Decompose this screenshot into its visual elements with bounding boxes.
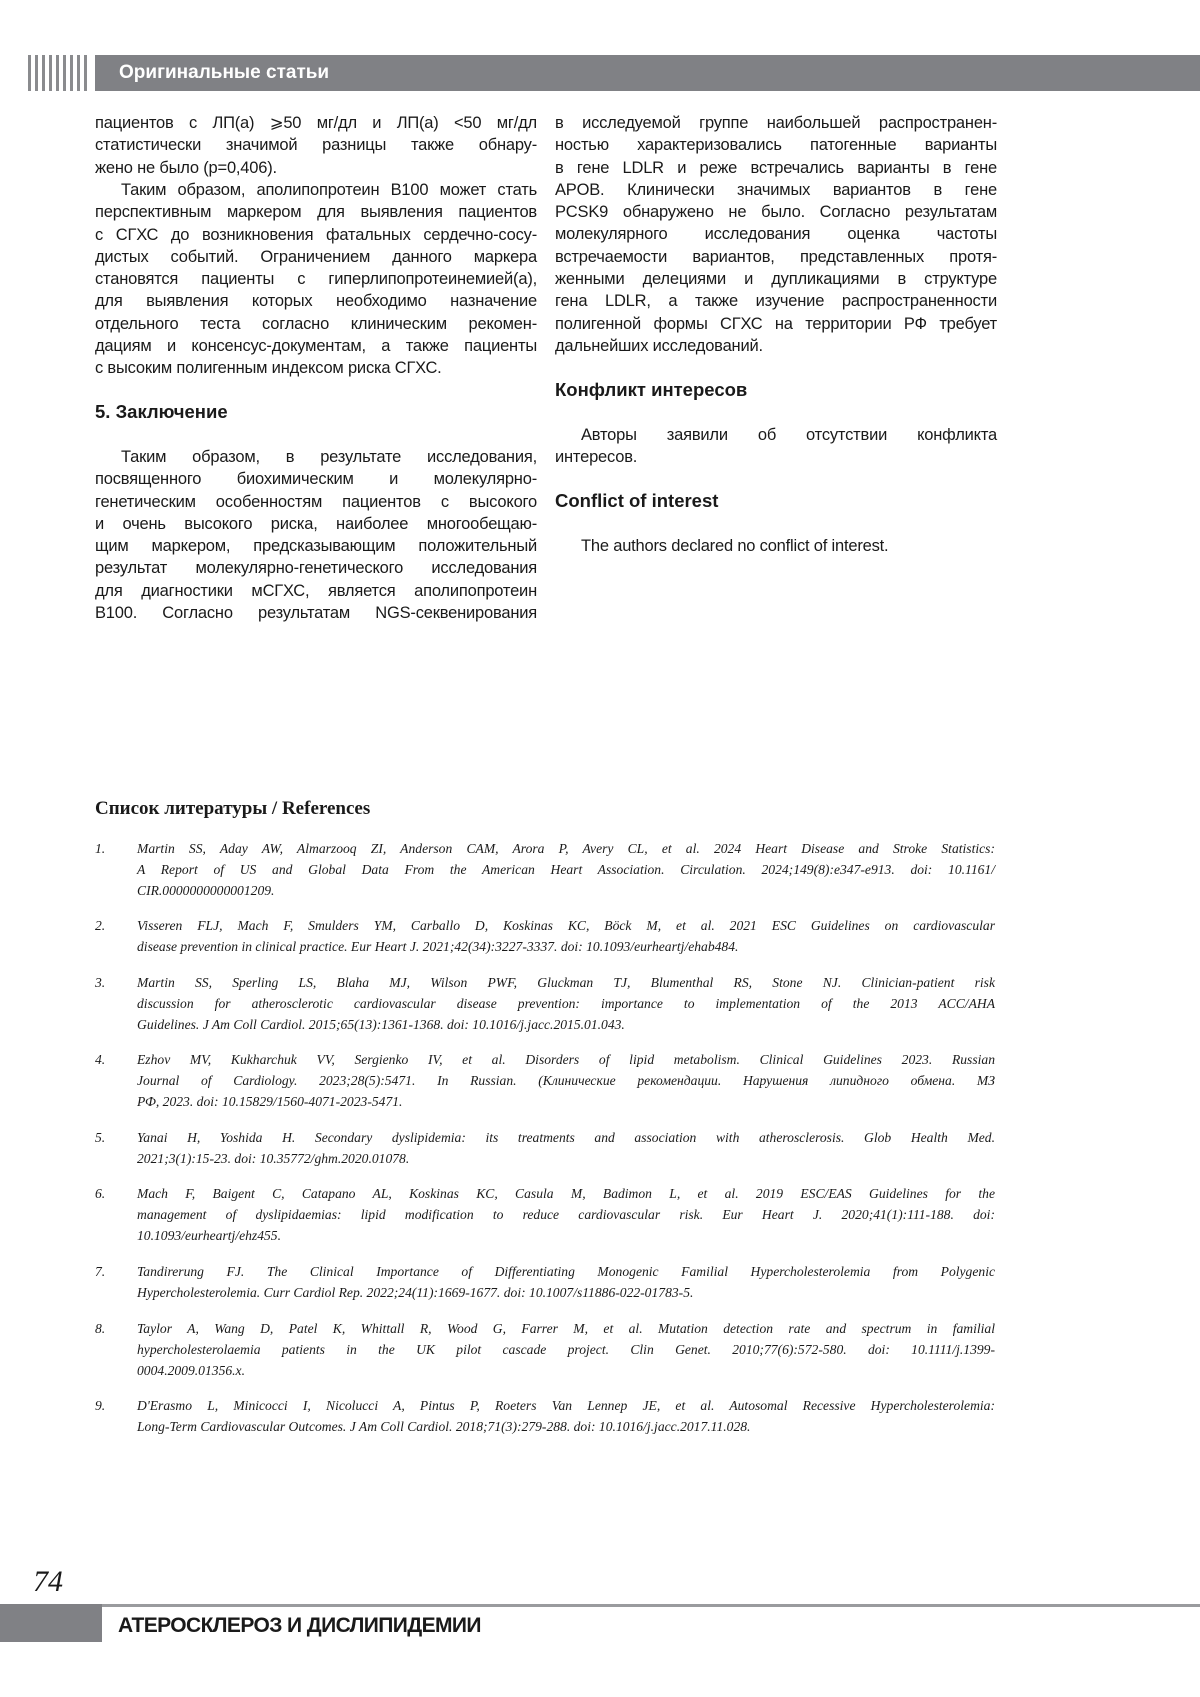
- references-title: Список литературы / References: [95, 797, 370, 821]
- reference-number: 4.: [95, 1049, 105, 1070]
- reference-number: 9.: [95, 1395, 105, 1416]
- text-line: пациентов с ЛП(а) ⩾50 мг/дл и ЛП(а) <50 мг/дл: [95, 112, 537, 134]
- conflict-en-heading: Conflict of interest: [555, 489, 718, 513]
- reference-line: Journal of Cardiology. 2023;28(5):5471. In Russian. (Клинические рекомендации. Нарушения липидного обмена. МЗ: [137, 1070, 995, 1091]
- text-line: Таким образом, аполипопротеин B100 может стать: [95, 179, 537, 201]
- text-line: посвященного биохимическим и молекулярно-: [95, 468, 537, 490]
- text-line: результат молекулярно-генетического исследования: [95, 557, 537, 579]
- reference-line: 10.1093/eurheartj/ehz455.: [137, 1225, 995, 1246]
- left-para-2: [95, 179, 537, 380]
- text-line: ностью характеризовались патогенные варианты: [555, 134, 997, 156]
- text-line: гена LDLR, а также изучение распространенности: [555, 290, 997, 312]
- reference-line: CIR.0000000000001209.: [137, 880, 995, 901]
- text-line: дациям и консенсус-документам, а также пациенты: [95, 335, 537, 357]
- text-line: дальнейших исследований.: [555, 335, 997, 357]
- reference-number: 5.: [95, 1127, 105, 1148]
- text-line: встречаемости вариантов, представленных протя-: [555, 246, 997, 268]
- text-line: и очень высокого риска, наиболее многообещаю-: [95, 513, 537, 535]
- text-line: перспективным маркером для выявления пациентов: [95, 201, 537, 223]
- text-line: с СГХС до возникновения фатальных сердечно-сосу-: [95, 224, 537, 246]
- reference-text: [137, 972, 995, 1035]
- right-para-1: [555, 112, 997, 357]
- reference-line: discussion for atherosclerotic cardiovascular disease prevention: importance to implementation of the 2013 ACC/AHA: [137, 993, 995, 1014]
- text-line: в исследуемой группе наибольшей распространен-: [555, 112, 997, 134]
- reference-number: 6.: [95, 1183, 105, 1204]
- reference-line: 2021;3(1):15-23. doi: 10.35772/ghm.2020.01078.: [137, 1148, 995, 1169]
- reference-item: [95, 1127, 995, 1169]
- reference-number: 2.: [95, 915, 105, 936]
- reference-number: 1.: [95, 838, 105, 859]
- reference-line: Hypercholesterolemia. Curr Cardiol Rep. 2022;24(11):1669-1677. doi: 10.1007/s11886-022-01783-5.: [137, 1282, 995, 1303]
- text-line: Авторы заявили об отсутствии конфликта: [555, 424, 997, 446]
- reference-line: Ezhov MV, Kukharchuk VV, Sergienko IV, et al. Disorders of lipid metabolism. Clinical Guidelines 2023. Russian: [137, 1049, 995, 1070]
- text-line: для выявления которых необходимо назначение: [95, 290, 537, 312]
- reference-line: Taylor A, Wang D, Patel K, Whittall R, Wood G, Farrer M, et al. Mutation detection rate and spectrum in familial: [137, 1318, 995, 1339]
- left-para-1: [95, 112, 537, 179]
- reference-number: 7.: [95, 1261, 105, 1282]
- text-line: для диагностики мСГХС, является аполипопротеин: [95, 580, 537, 602]
- reference-line: hypercholesterolaemia patients in the UK pilot cascade project. Clin Genet. 2010;77(6):572-580. doi: 10.1111/j.1399-: [137, 1339, 995, 1360]
- reference-line: Long-Term Cardiovascular Outcomes. J Am Coll Cardiol. 2018;71(3):279-288. doi: 10.1016/j.jacc.2017.11.028.: [137, 1416, 995, 1437]
- section-header: Оригинальные статьи: [95, 55, 1200, 91]
- reference-line: 0004.2009.01356.x.: [137, 1360, 995, 1381]
- reference-item: [95, 1318, 995, 1381]
- reference-line: A Report of US and Global Data From the American Heart Association. Circulation. 2024;149(8):e347-e913. doi: 10.1161/: [137, 859, 995, 880]
- reference-line: Guidelines. J Am Coll Cardiol. 2015;65(13):1361-1368. doi: 10.1016/j.jacc.2015.01.043.: [137, 1014, 995, 1035]
- conflict-ru-heading: Конфликт интересов: [555, 378, 747, 402]
- reference-item: [95, 915, 995, 957]
- text-line: B100. Согласно результатам NGS-секвенирования: [95, 602, 537, 624]
- reference-line: Mach F, Baigent C, Catapano AL, Koskinas KC, Casula M, Badimon L, et al. 2019 ESC/EAS Guidelines for the: [137, 1183, 995, 1204]
- reference-text: [137, 1127, 995, 1169]
- text-line: APOB. Клинически значимых вариантов в гене: [555, 179, 997, 201]
- reference-line: D'Erasmo L, Minicocci I, Nicolucci A, Pintus P, Roeters Van Lennep JE, et al. Autosomal Recessive Hypercholesterolemia:: [137, 1395, 995, 1416]
- page-number: 74: [33, 1565, 63, 1599]
- text-line: Таким образом, в результате исследования,: [95, 446, 537, 468]
- reference-number: 3.: [95, 972, 105, 993]
- conclusion-heading: 5. Заключение: [95, 400, 228, 424]
- reference-item: [95, 1261, 995, 1303]
- header-stripes: [28, 55, 90, 91]
- text-line: генетическим особенностям пациентов с высокого: [95, 491, 537, 513]
- reference-line: Visseren FLJ, Mach F, Smulders YM, Carballo D, Koskinas KC, Bӧck M, et al. 2021 ESC Guidelines on cardiovascular: [137, 915, 995, 936]
- reference-line: management of dyslipidaemias: lipid modification to reduce cardiovascular risk. Eur Heart J. 2020;41(1):111-188. doi:: [137, 1204, 995, 1225]
- conflict-en-text: The authors declared no conflict of interest.: [555, 535, 997, 557]
- reference-item: [95, 1049, 995, 1112]
- text-line: PCSK9 обнаружено не было. Согласно результатам: [555, 201, 997, 223]
- text-line: статистически значимой разницы также обнару-: [95, 134, 537, 156]
- reference-text: [137, 1049, 995, 1112]
- text-line: жено не было (p=0,406).: [95, 157, 537, 179]
- text-line: становятся пациенты с гиперлипопротеинемией(а),: [95, 268, 537, 290]
- text-line: в гене LDLR и реже встречались варианты в гене: [555, 157, 997, 179]
- reference-text: [137, 915, 995, 957]
- reference-item: [95, 1395, 995, 1437]
- reference-text: [137, 838, 995, 901]
- reference-line: Martin SS, Sperling LS, Blaha MJ, Wilson PWF, Gluckman TJ, Blumenthal RS, Stone NJ. Clinician-patient risk: [137, 972, 995, 993]
- left-para-3: [95, 446, 537, 624]
- reference-line: Yanai H, Yoshida H. Secondary dyslipidemia: its treatments and association with atherosclerosis. Glob Health Med.: [137, 1127, 995, 1148]
- reference-item: [95, 972, 995, 1035]
- text-line: с высоким полигенным индексом риска СГХС.: [95, 357, 537, 379]
- reference-number: 8.: [95, 1318, 105, 1339]
- text-line: женными делециями и дупликациями в структуре: [555, 268, 997, 290]
- footer-block: [0, 1604, 102, 1642]
- reference-line: РФ, 2023. doi: 10.15829/1560-4071-2023-5471.: [137, 1091, 995, 1112]
- text-line: полигенной формы СГХС на территории РФ требует: [555, 313, 997, 335]
- reference-text: [137, 1395, 995, 1437]
- reference-text: [137, 1183, 995, 1246]
- reference-line: Tandirerung FJ. The Clinical Importance of Differentiating Monogenic Familial Hypercholesterolemia from Polygenic: [137, 1261, 995, 1282]
- reference-line: disease prevention in clinical practice. Eur Heart J. 2021;42(34):3227-3337. doi: 10.1093/eurheartj/ehab484.: [137, 936, 995, 957]
- text-line: отдельного теста согласно клиническим рекомен-: [95, 313, 537, 335]
- reference-line: Martin SS, Aday AW, Almarzooq ZI, Anderson CAM, Arora P, Avery CL, et al. 2024 Heart Disease and Stroke Statistics:: [137, 838, 995, 859]
- reference-item: [95, 838, 995, 901]
- text-line: щим маркером, предсказывающим положительный: [95, 535, 537, 557]
- reference-text: [137, 1318, 995, 1381]
- conflict-ru-text: [555, 424, 997, 469]
- journal-title: АТЕРОСКЛЕРОЗ И ДИСЛИПИДЕМИИ: [118, 1614, 481, 1638]
- reference-text: [137, 1261, 995, 1303]
- text-line: интересов.: [555, 446, 997, 468]
- reference-item: [95, 1183, 995, 1246]
- footer-line: [0, 1604, 1200, 1607]
- text-line: дистых событий. Ограничением данного маркера: [95, 246, 537, 268]
- text-line: молекулярного исследования оценка частоты: [555, 223, 997, 245]
